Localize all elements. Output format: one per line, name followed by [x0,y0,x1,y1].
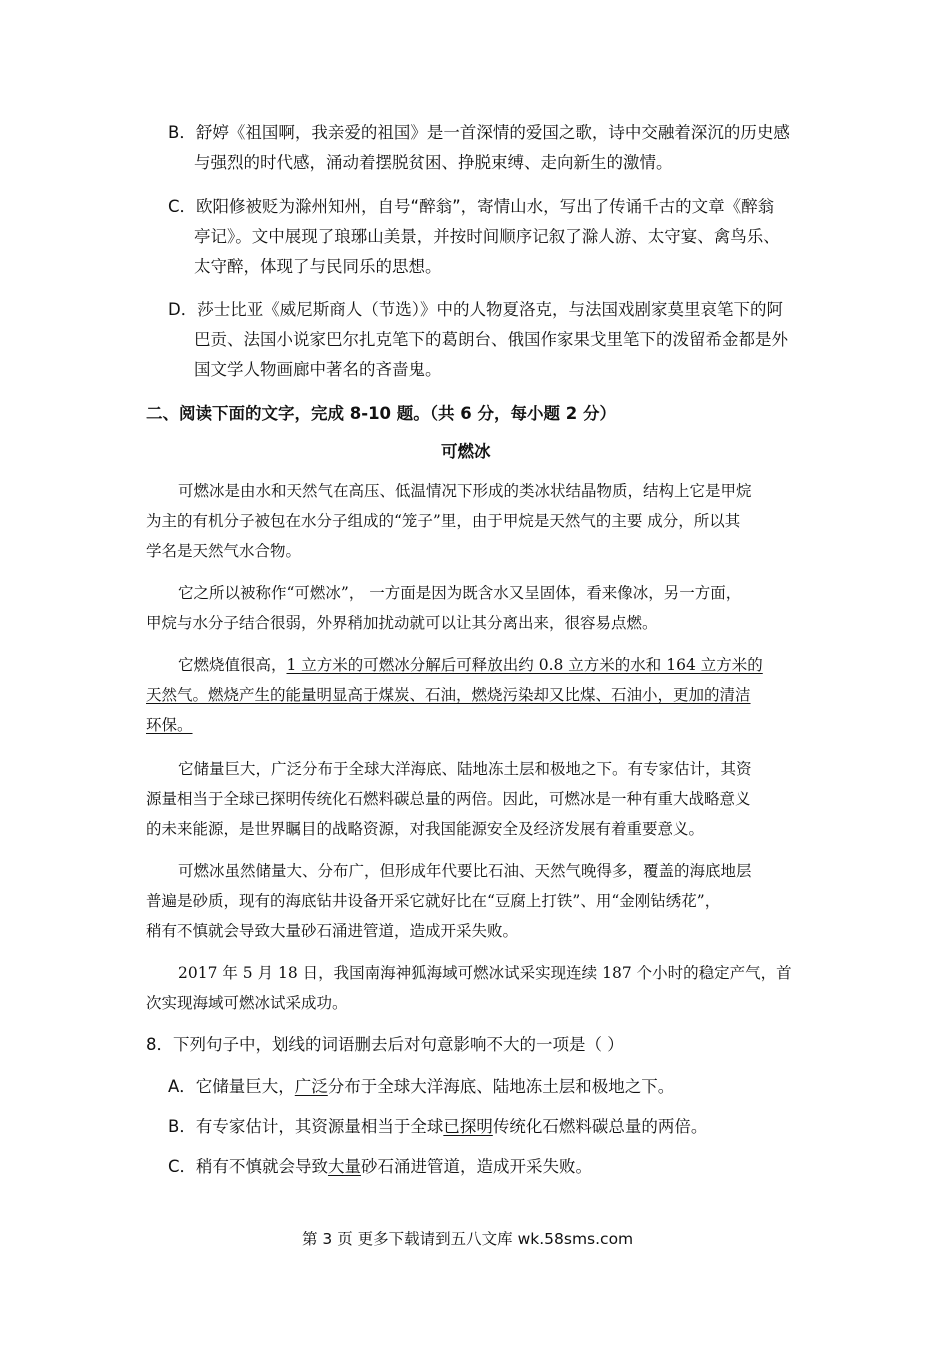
option-c-underlined: 大量 [328,1157,362,1176]
paragraph-1-line-3: 学名是天然气水合物。 [146,542,302,560]
paragraph-5-line-1: 可燃冰虽然储量大、分布广，但形成年代要比石油、天然气晚得多，覆盖的海底地层 [178,862,752,880]
option-b-line-2: 与强烈的时代感，涌动着摆脱贫困、挣脱束缚、走向新生的激情。 [194,153,673,172]
paragraph-1-line-1: 可燃冰是由水和天然气在高压、低温情况下形成的类冰状结晶物质，结构上它是甲烷 [178,482,752,500]
paragraph-3-lead: 它燃烧值很高， [178,656,287,674]
paragraph-2-line-2: 甲烷与水分子结合很弱，外界稍加扰动就可以让其分离出来，很容易点燃。 [146,614,658,632]
option-c-line-3: 太守醉，体现了与民同乐的思想。 [194,257,442,276]
question-8-option-a [168,1076,674,1098]
paragraph-4-line-1: 它储量巨大，广泛分布于全球大洋海底、陆地冻土层和极地之下。有专家估计，其资 [178,760,752,778]
option-c-line-1: C．欧阳修被贬为滁州知州，自号“醉翁”，寄情山水，写出了传诵千古的文章《醉翁 [168,197,775,216]
paragraph-6-line-2: 次实现海域可燃冰试采成功。 [146,994,348,1012]
option-c-line-2: 亭记》。文中展现了琅琊山美景，并按时间顺序记叙了滁人游、太守宴、禽鸟乐、 [194,227,780,246]
section-heading: 二、阅读下面的文字，完成 8-10 题。（共 6 分，每小题 2 分） [146,404,616,423]
question-8-option-b [168,1116,707,1138]
paragraph-5-line-2: 普遍是砂质，现有的海底钻井设备开采它就好比在“豆腐上打铁”、用“金刚钻绣花”， [146,892,721,910]
article-title: 可燃冰 [441,442,491,461]
option-b-post: 传统化石燃料碳总量的两倍。 [492,1117,708,1136]
paragraph-3-underline-1: 1 立方米的可燃冰分解后可释放出约 0.8 立方米的水和 164 立方米的 [286,656,763,674]
question-8-option-c [168,1156,592,1178]
option-b-pre: B．有专家估计，其资源量相当于全球 [168,1117,444,1136]
page-footer: 第 3 页 更多下载请到五八文库 wk.58sms.com [302,1230,634,1248]
paragraph-4-line-2: 源量相当于全球已探明传统化石燃料碳总量的两倍。因此，可燃冰是一种有重大战略意义 [146,790,751,808]
option-d-line-1: D．莎士比亚《威尼斯商人（节选）》中的人物夏洛克，与法国戏剧家莫里哀笔下的阿 [168,300,783,319]
option-a-underlined: 广泛 [294,1077,328,1096]
option-b-underlined: 已探明 [443,1117,493,1136]
paragraph-4-line-3: 的未来能源，是世界瞩目的战略资源，对我国能源安全及经济发展有着重要意义。 [146,820,705,838]
paragraph-3-line-3: 环保。 [146,716,193,734]
paragraph-3-line-2: 天然气。燃烧产生的能量明显高于煤炭、石油，燃烧污染却又比煤、石油小，更加的清洁 [146,686,751,704]
option-b-line-1: B．舒婷《祖国啊，我亲爱的祖国》是一首深情的爱国之歌，诗中交融着深沉的历史感 [168,123,790,142]
option-a-pre: A．它储量巨大， [168,1077,295,1096]
option-d-line-2: 巴贡、法国小说家巴尔扎克笔下的葛朗台、俄国作家果戈里笔下的泼留希金都是外 [194,330,788,349]
paragraph-6-line-1: 2017 年 5 月 18 日，我国南海神狐海域可燃冰试采实现连续 187 个小时的稳定产气，首 [178,964,792,982]
paragraph-2-line-1: 它之所以被称作“可燃冰”， 一方面是因为既含水又呈固体，看来像冰，另一方面， [178,584,742,602]
paragraph-5-line-3: 稍有不慎就会导致大量砂石涌进管道，造成开采失败。 [146,922,519,940]
option-c-post: 砂石涌进管道，造成开采失败。 [361,1157,593,1176]
paragraph-1-line-2: 为主的有机分子被包在水分子组成的“笼子”里，由于甲烷是天然气的主要 成分，所以其 [146,512,741,530]
question-8-stem: 8．下列句子中，划线的词语删去后对句意影响不大的一项是（ ） [146,1035,624,1054]
paragraph-3-line-1 [178,654,763,676]
option-c-pre: C．稍有不慎就会导致 [168,1157,329,1176]
option-a-post: 分布于全球大洋海底、陆地冻土层和极地之下。 [327,1077,675,1096]
option-d-line-3: 国文学人物画廊中著名的吝啬鬼。 [194,360,442,379]
